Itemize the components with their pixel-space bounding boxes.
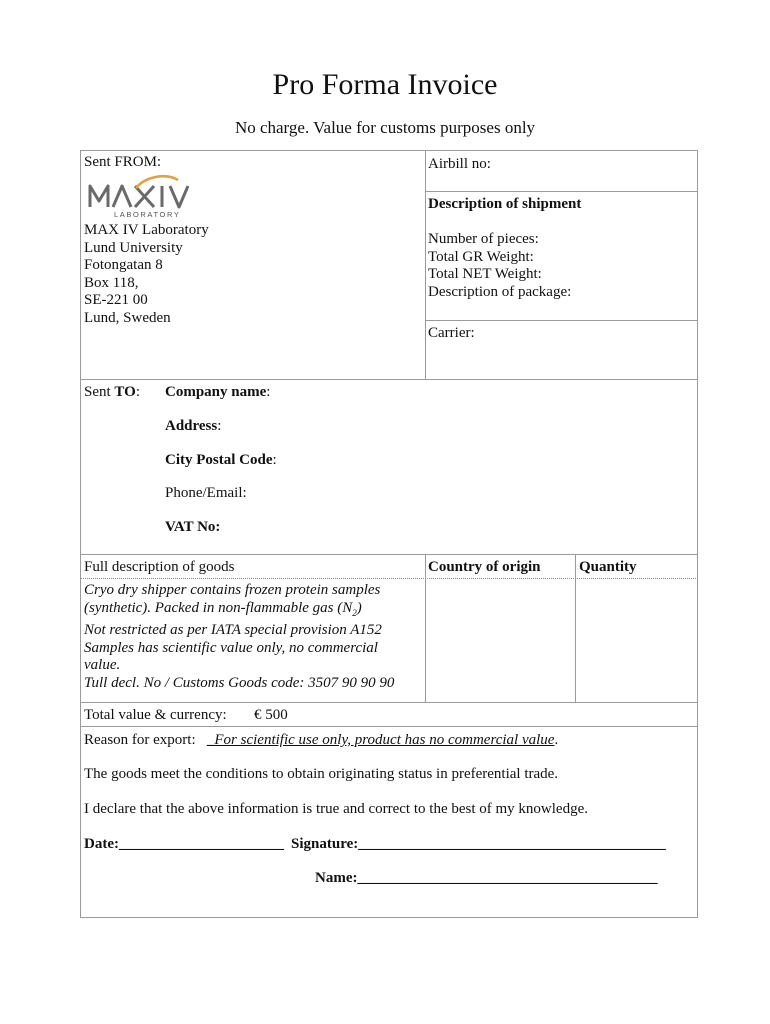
goods-header-divider — [80, 578, 698, 579]
city-postal-text: City Postal Code — [165, 452, 273, 468]
country-of-origin-header: Country of origin — [428, 559, 541, 575]
logo-subtext: LABORATORY — [114, 210, 181, 219]
origin-statement: The goods meet the conditions to obtain originating status in preferential trade. — [84, 766, 559, 782]
true-statement: I declare that the above information is true and correct to the best of my knowledge. — [84, 801, 588, 817]
goods-line — [84, 600, 394, 623]
goods-line: value. — [84, 657, 121, 673]
sent-to-bold: TO — [114, 384, 136, 400]
reason-for-export — [84, 732, 558, 750]
goods-divider — [80, 554, 698, 555]
goods-line: Samples has scientific value only, no commercial — [84, 639, 378, 656]
carrier-label: Carrier: — [428, 325, 475, 341]
declaration-divider — [80, 726, 698, 727]
goods-line: Not restricted as per IATA special provision A152 — [84, 622, 382, 638]
shipment-heading: Description of shipment — [428, 196, 582, 212]
phone-email-label: Phone/Email: — [165, 485, 247, 501]
signature-field: Signature:_________________________________________ — [291, 836, 666, 852]
total-gr-weight-label: Total GR Weight: — [428, 248, 534, 265]
address-line: Fotongatan 8 — [84, 257, 163, 273]
company-name-text: Company name — [165, 384, 267, 400]
recipient-divider — [80, 379, 698, 380]
company-name-label — [165, 384, 270, 402]
address-line: SE-221 00 — [84, 292, 148, 308]
address-line: MAX IV Laboratory — [84, 222, 209, 238]
sender-divider — [425, 150, 426, 380]
date-field: Date:______________________ — [84, 836, 284, 852]
page-subtitle: No charge. Value for customs purposes only — [234, 118, 536, 137]
airbill-divider — [425, 191, 698, 192]
city-postal-label — [165, 452, 277, 470]
sent-to-colon: : — [135, 384, 140, 400]
city-postal-colon: : — [272, 452, 277, 468]
company-name-colon: : — [266, 384, 271, 400]
sent-to-prefix: Sent — [84, 384, 115, 400]
address-line: Box 118, — [84, 274, 139, 291]
totals-divider — [80, 702, 698, 703]
reason-label: Reason for export: — [84, 732, 196, 748]
address-colon: : — [217, 418, 222, 434]
package-description-label: Description of package: — [428, 283, 572, 300]
sender-address — [84, 222, 209, 327]
goods-description — [84, 582, 394, 692]
airbill-label: Airbill no: — [428, 156, 491, 172]
reason-period: . — [554, 732, 559, 748]
reason-value: _For scientific use only, product has no commercial value — [206, 732, 555, 748]
quantity-header: Quantity — [579, 559, 637, 575]
goods-line: Cryo dry shipper contains frozen protein samples — [84, 582, 381, 598]
sent-from-label: Sent FROM: — [84, 154, 162, 170]
total-value-label: Total value & currency: — [84, 707, 227, 723]
country-column-divider — [425, 554, 426, 702]
address-text: Address — [165, 418, 218, 434]
address-line: Lund, Sweden — [84, 309, 171, 326]
carrier-divider — [425, 320, 698, 321]
page-title: Pro Forma Invoice — [272, 68, 498, 101]
total-net-weight-label: Total NET Weight: — [428, 266, 542, 282]
quantity-column-divider — [575, 554, 576, 702]
total-value-amount: € 500 — [254, 707, 288, 723]
number-of-pieces-label: Number of pieces: — [428, 231, 539, 247]
goods-line-text: (synthetic). Packed in non-flammable gas (N — [84, 599, 353, 616]
shipment-details — [428, 231, 571, 301]
address-label — [165, 418, 221, 436]
max-iv-logo — [88, 174, 212, 220]
goods-line-close: ) — [356, 599, 362, 616]
goods-description-header: Full description of goods — [84, 559, 235, 575]
vat-label: VAT No: — [165, 519, 221, 535]
sent-to-label — [84, 384, 140, 402]
address-line: Lund University — [84, 239, 183, 256]
n2-subscript: 2 — [352, 607, 357, 618]
goods-line: Tull decl. No / Customs Goods code: 3507 90 90 90 — [84, 674, 395, 691]
name-field: Name:________________________________________ — [315, 870, 658, 886]
